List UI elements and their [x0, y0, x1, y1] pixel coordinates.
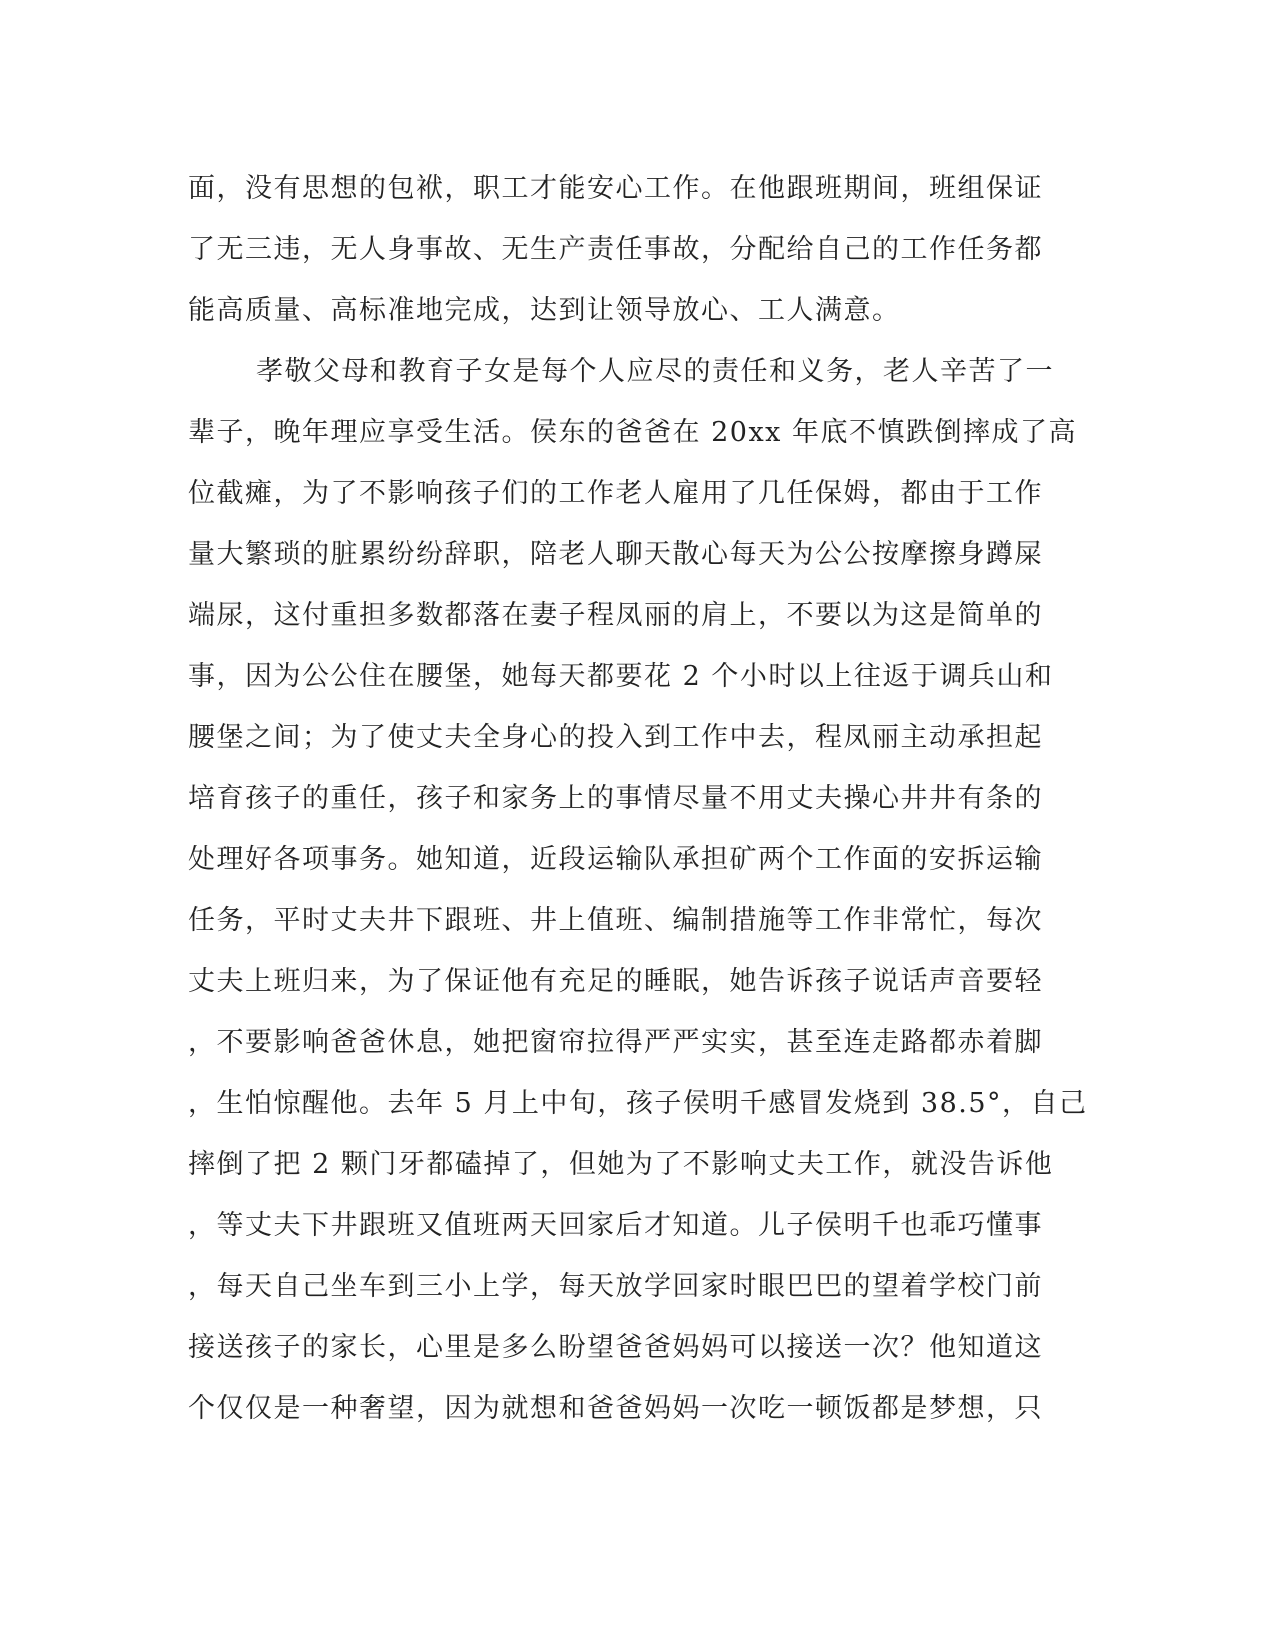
text-line: 辈子，晚年理应享受生活。侯东的爸爸在 20xx 年底不慎跌倒摔成了高: [188, 417, 1077, 448]
paragraph-first-line: 孝敬父母和教育子女是每个人应尽的责任和义务，老人辛苦了一: [256, 356, 1054, 387]
text-line: ，不要影响爸爸休息，她把窗帘拉得严严实实，甚至连走路都赤着脚: [188, 1027, 1043, 1058]
text-line: 丈夫上班归来，为了保证他有充足的睡眠，她告诉孩子说话声音要轻: [188, 966, 1043, 997]
text-line: ，每天自己坐车到三小上学，每天放学回家时眼巴巴的望着学校门前: [188, 1271, 1043, 1302]
document-body: [188, 158, 1088, 1439]
text-line: 接送孩子的家长，心里是多么盼望爸爸妈妈可以接送一次？他知道这: [188, 1332, 1043, 1363]
text-line: 量大繁琐的脏累纷纷辞职，陪老人聊天散心每天为公公按摩擦身蹲屎: [188, 539, 1043, 570]
text-line: 腰堡之间；为了使丈夫全身心的投入到工作中去，程凤丽主动承担起: [188, 722, 1043, 753]
text-line: 培育孩子的重任，孩子和家务上的事情尽量不用丈夫操心井井有条的: [188, 783, 1043, 814]
text-line: ，等丈夫下井跟班又值班两天回家后才知道。儿子侯明千也乖巧懂事: [188, 1210, 1043, 1241]
text-line: 事，因为公公住在腰堡，她每天都要花 2 个小时以上往返于调兵山和: [188, 661, 1054, 692]
text-line: 位截瘫，为了不影响孩子们的工作老人雇用了几任保姆，都由于工作: [188, 478, 1043, 509]
text-line: 端尿，这付重担多数都落在妻子程凤丽的肩上，不要以为这是简单的: [188, 600, 1043, 631]
text-line: 任务，平时丈夫井下跟班、井上值班、编制措施等工作非常忙，每次: [188, 905, 1043, 936]
text-line: 面，没有思想的包袱，职工才能安心工作。在他跟班期间，班组保证: [188, 173, 1043, 204]
text-line: 摔倒了把 2 颗门牙都磕掉了，但她为了不影响丈夫工作，就没告诉他: [188, 1149, 1054, 1180]
text-line: ，生怕惊醒他。去年 5 月上中旬，孩子侯明千感冒发烧到 38.5°，自己: [188, 1088, 1088, 1119]
text-line: 处理好各项事务。她知道，近段运输队承担矿两个工作面的安拆运输: [188, 844, 1043, 875]
text-line: 个仅仅是一种奢望，因为就想和爸爸妈妈一次吃一顿饭都是梦想，只: [188, 1393, 1043, 1424]
text-line: 了无三违，无人身事故、无生产责任事故，分配给自己的工作任务都: [188, 234, 1043, 265]
text-line: 能高质量、高标准地完成，达到让领导放心、工人满意。: [188, 295, 901, 326]
